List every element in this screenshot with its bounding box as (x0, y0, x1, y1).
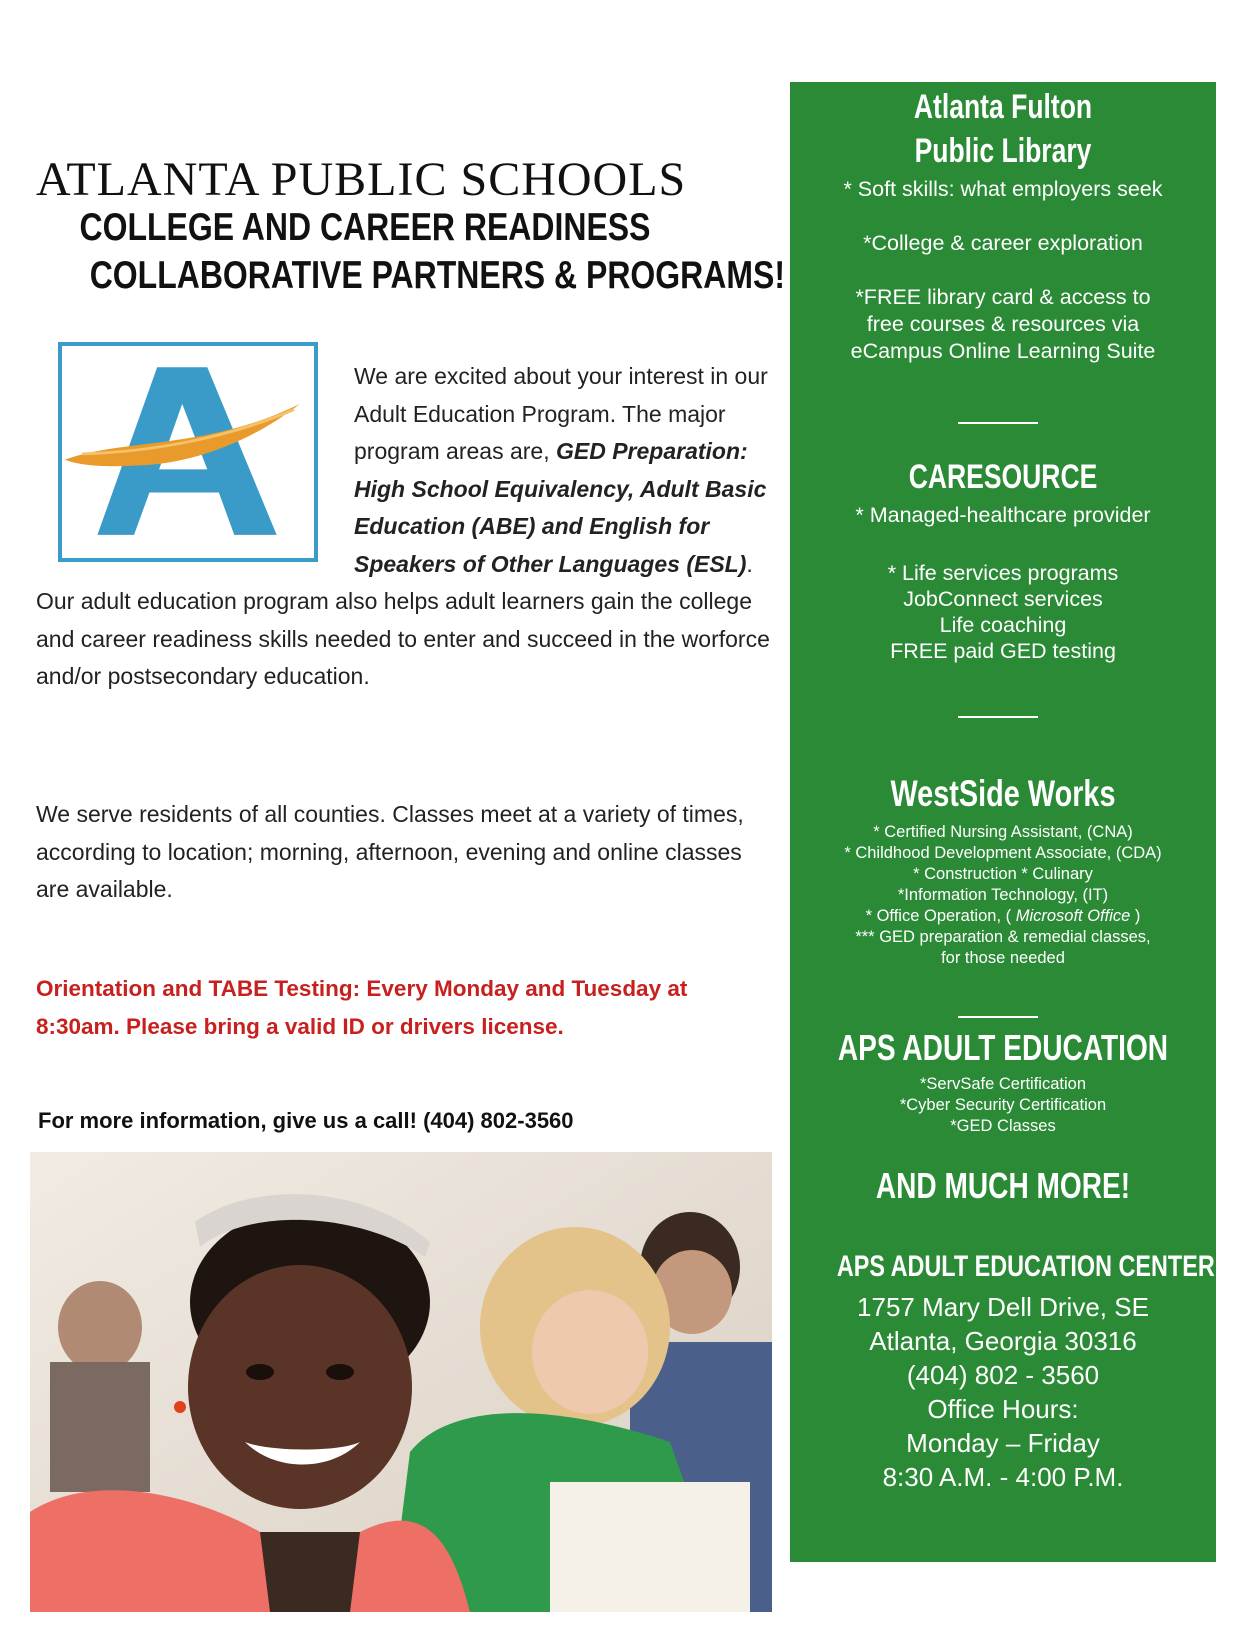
students-photo (30, 1152, 772, 1612)
westside-title: WestSide Works (890, 773, 1116, 814)
aps-title: APS ADULT EDUCATION (837, 1027, 1169, 1068)
page-subtitle-line1: COLLEGE AND CAREER READINESS (79, 206, 651, 249)
aps-item-ged: *GED Classes (950, 1117, 1056, 1135)
center-hours: 8:30 A.M. - 4:00 P.M. (882, 1462, 1124, 1492)
center-days: Monday – Friday (906, 1428, 1100, 1458)
westside-item-ged: *** GED preparation & remedial classes, (855, 928, 1151, 946)
serve-paragraph: We serve residents of all counties. Classes meet at a variety of times, according to location; morning, afternoon, evening and online classes are available. (36, 801, 744, 902)
divider (958, 716, 1038, 718)
divider (958, 1016, 1038, 1018)
center-phone: (404) 802 - 3560 (906, 1360, 1100, 1390)
partners-panel (790, 82, 1216, 1562)
caresource-item-life-coaching: Life coaching (939, 613, 1067, 637)
library-item-card-line3: eCampus Online Learning Suite (850, 339, 1156, 363)
page-title: ATLANTA PUBLIC SCHOOLS (36, 153, 687, 206)
and-much-more: AND MUCH MORE! (875, 1165, 1131, 1206)
page-subtitle-line2: COLLABORATIVE PARTNERS & PROGRAMS! (89, 254, 785, 297)
aps-item-cyber: *Cyber Security Certification (899, 1096, 1107, 1114)
library-item-soft-skills: * Soft skills: what employers seek (843, 177, 1163, 201)
intro-paragraph (36, 358, 771, 696)
westside-item-construction: * Construction * Culinary (913, 865, 1093, 883)
westside-item-it: *Information Technology, (IT) (897, 886, 1109, 904)
westside-office-close: ) (1130, 907, 1141, 925)
students-photo-image (30, 1152, 772, 1612)
contact-line: For more information, give us a call! (404) 802-3560 (38, 1108, 574, 1133)
westside-office-suite: Microsoft Office (1015, 907, 1131, 925)
center-street: 1757 Mary Dell Drive, SE (857, 1292, 1149, 1322)
caresource-item-ged-testing: FREE paid GED testing (890, 639, 1116, 663)
westside-office-label: * Office Operation, ( (865, 907, 1016, 925)
intro-programs: GED Preparation: High School Equivalency, Adult Basic Education (ABE) and English for Speakers of Other Languages (ESL) (354, 438, 767, 577)
orientation-notice: Orientation and TABE Testing: Every Monday and Tuesday at 8:30am. Please bring a valid ID or drivers license. (36, 976, 688, 1039)
caresource-item-life-services: * Life services programs (887, 561, 1119, 585)
library-title-line2: Public Library (914, 132, 1092, 170)
center-hours-label: Office Hours: (927, 1394, 1079, 1424)
caresource-title: CARESOURCE (908, 458, 1098, 496)
library-item-card-line1: *FREE library card & access to (855, 285, 1151, 309)
center-city: Atlanta, Georgia 30316 (869, 1326, 1137, 1356)
intro-text-part2: . Our adult education program also helps adult learners gain the college and career readiness skills needed to enter and succeed in the worforce and/or postsecondary education. (36, 550, 770, 689)
westside-item-office (790, 906, 1216, 928)
library-item-card-line2: free courses & resources via (866, 312, 1140, 336)
westside-item-cda: * Childhood Development Associate, (CDA) (844, 844, 1162, 862)
westside-item-ged-note: for those needed (941, 949, 1065, 967)
center-title: APS ADULT EDUCATION CENTER (836, 1250, 1215, 1283)
westside-item-cna: * Certified Nursing Assistant, (CNA) (873, 823, 1133, 841)
divider (958, 422, 1038, 424)
aps-item-servsafe: *ServSafe Certification (920, 1075, 1086, 1093)
caresource-item-jobconnect: JobConnect services (903, 587, 1103, 611)
intro-text-part1: We are excited about your interest in our Adult Education Program. The major program areas are, (354, 363, 768, 464)
caresource-item-healthcare: * Managed-healthcare provider (855, 503, 1151, 527)
library-item-exploration: *College & career exploration (863, 231, 1143, 255)
library-title-line1: Atlanta Fulton (913, 88, 1093, 126)
